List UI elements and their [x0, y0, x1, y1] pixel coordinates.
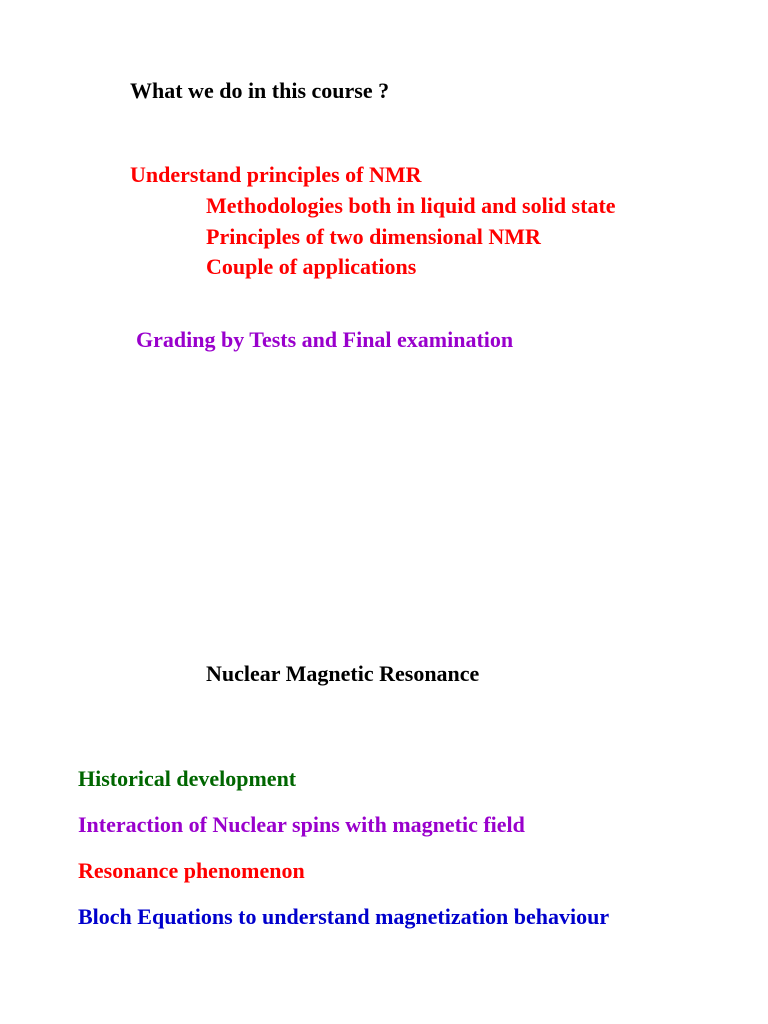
nmr-section-title: Nuclear Magnetic Resonance [206, 661, 480, 686]
topic-bloch-equations: Bloch Equations to understand magnetization behaviour [78, 904, 610, 929]
topic-nuclear-spin-interaction: Interaction of Nuclear spins with magnetic field [78, 812, 525, 837]
objective-applications: Couple of applications [206, 254, 417, 279]
topic-resonance-phenomenon: Resonance phenomenon [78, 858, 305, 883]
objective-understand-nmr: Understand principles of NMR [130, 162, 422, 187]
objective-2d-nmr: Principles of two dimensional NMR [206, 224, 541, 249]
topic-historical-development: Historical development [78, 766, 297, 791]
grading-note: Grading by Tests and Final examination [136, 327, 514, 352]
course-heading: What we do in this course ? [130, 78, 390, 103]
objective-methodologies: Methodologies both in liquid and solid state [206, 193, 616, 218]
